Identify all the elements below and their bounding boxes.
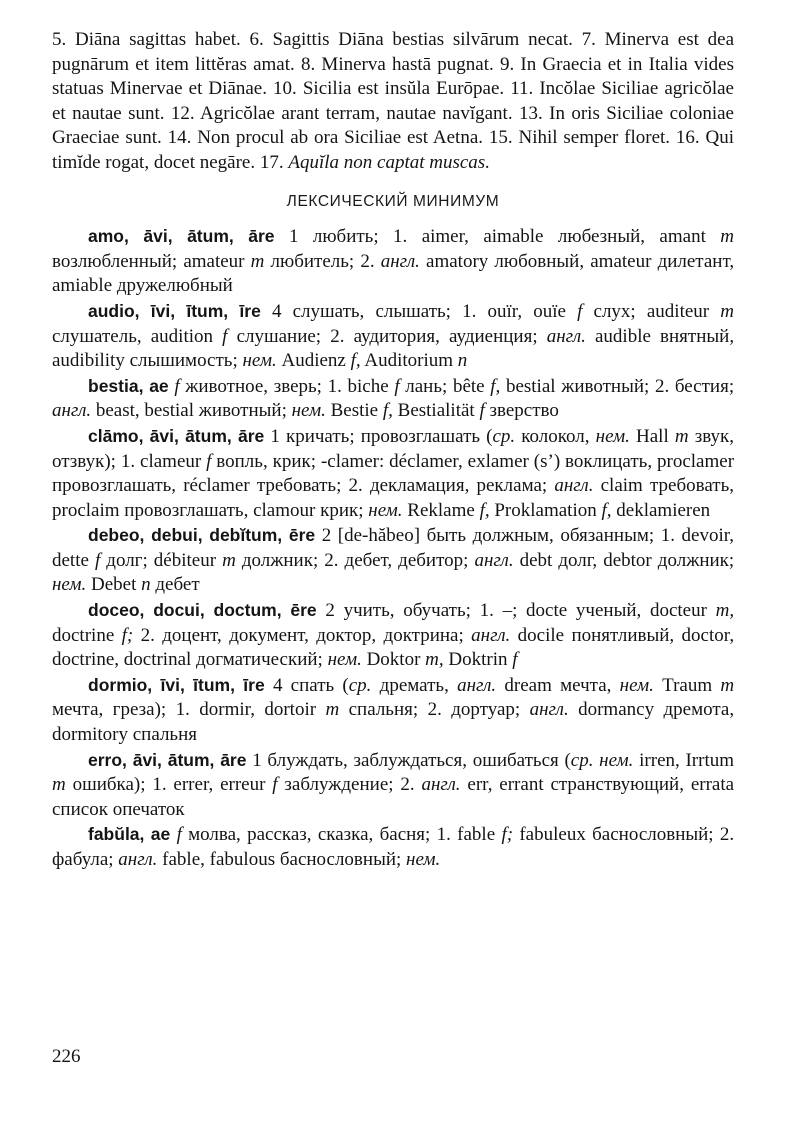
entry-body: 2 [de-hăbeo] быть должным, обязанным; 1. devoir, dette f долг; débiteur m должник; 2. дебет, дебитор; англ. debt долг, debtor должник; нем. Debet n дебет xyxy=(52,525,735,596)
entry-bestia xyxy=(52,374,734,424)
sentences-text: 5. Diāna sagittas habet. 6. Sagittis Diāna bestias silvārum necat. 7. Minerva est dea pugnārum et item littĕras amat. 8. Minerva hastā pugnat. 9. In Graecia et in Italia vides statuas Minervae et Diānae. 10. Sicilia est insŭla Eurōpae. 11. Incŏlae Siciliae agricŏlae et nautae sunt. 12. Agricŏlae arant terram, nautae navĭgant. 13. In oris Siciliae coloniae Graeciae sunt. 14. Non procul ab ora Siciliae est Aetna. 15. Nihil semper floret. 16. Qui timĭde rogat, docet negāre. 17. xyxy=(52,29,734,173)
entry-dormio xyxy=(52,673,734,748)
entry-fabula xyxy=(52,822,734,872)
entry-erro xyxy=(52,748,734,823)
exercise-sentences xyxy=(52,28,734,176)
entry-body: f животное, зверь; 1. biche f лань; bête f, bestial животный; 2. бестия; англ. beast, bestial животный; нем. Bestie f, Bestialität f зверство xyxy=(52,375,735,422)
entry-headword: erro, āvi, ātum, āre xyxy=(88,749,247,770)
entry-clamo xyxy=(52,424,734,523)
entry-body: 1 кричать; провозглашать (ср. колокол, нем. Hall m звук, отзвук); 1. clameur f вопль, крик; -clamer: déclamer, exlamer (s’) воклицать, proclamer провозглашать, réclamer требовать; 2. декламация, реклама; англ. claim требовать, proclaim провозглашать, clamour крик; нем. Reklame f, Proklamation f, deklamieren xyxy=(52,425,735,521)
entry-headword: fabŭla, ae xyxy=(88,824,171,845)
entry-doceo xyxy=(52,598,734,673)
entry-body: 1 любить; 1. aimer, aimable любезный, amant m возлюбленный; amateur m любитель; 2. англ. amatory любовный, amateur дилетант, amiable дружелюбный xyxy=(52,226,735,297)
entry-headword: audio, īvi, ītum, īre xyxy=(88,300,261,321)
entry-debeo xyxy=(52,523,734,598)
entry-headword: debeo, debui, debĭtum, ēre xyxy=(88,525,316,546)
page-number: 226 xyxy=(52,1046,81,1067)
entry-audio xyxy=(52,299,734,374)
proverb: Aquĭla non captat muscas. xyxy=(288,151,490,173)
entry-body: 4 слушать, слышать; 1. ouïr, ouïe f слух; auditeur m слушатель, audition f слушание; 2. аудитория, аудиенция; англ. audible внятный, audibility слышимость; нем. Audienz f, Auditorium n xyxy=(52,300,735,372)
entry-headword: bestia, ae xyxy=(88,375,169,396)
section-title: ЛЕКСИЧЕСКИЙ МИНИМУМ xyxy=(286,192,500,210)
entry-body: 2 учить, обучать; 1. –; docte ученый, docteur m, doctrine f; 2. доцент, документ, доктор, доктрина; англ. docile понятливый, doctor, doctrine, doctrinal догматический; нем. Doktor m, Doktrin f xyxy=(52,600,735,671)
entry-body: f молва, рассказ, сказка, басня; 1. fable f; fabuleux баснословный; 2. фабула; англ. fable, fabulous баснословный; нем. xyxy=(52,824,735,870)
entry-headword: doceo, docui, doctum, ēre xyxy=(88,600,317,621)
page-body xyxy=(52,28,734,873)
entry-headword: amo, āvi, ātum, āre xyxy=(88,226,275,247)
entry-body: 1 блуждать, заблуждаться, ошибаться (ср. нем. irren, Irrtum m ошибка); 1. errer, erreur f заблуждение; 2. англ. err, errant странствующий, errata список опечаток xyxy=(52,749,735,820)
entry-headword: dormio, īvi, ītum, īre xyxy=(88,674,265,695)
entry-amo xyxy=(52,224,734,299)
entry-body: 4 спать (ср. дремать, англ. dream мечта, нем. Traum m мечта, греза); 1. dormir, dortoir m спальня; 2. дортуар; англ. dormancy дремота, dormitory спальня xyxy=(52,674,735,746)
entry-headword: clāmo, āvi, ātum, āre xyxy=(88,425,265,446)
